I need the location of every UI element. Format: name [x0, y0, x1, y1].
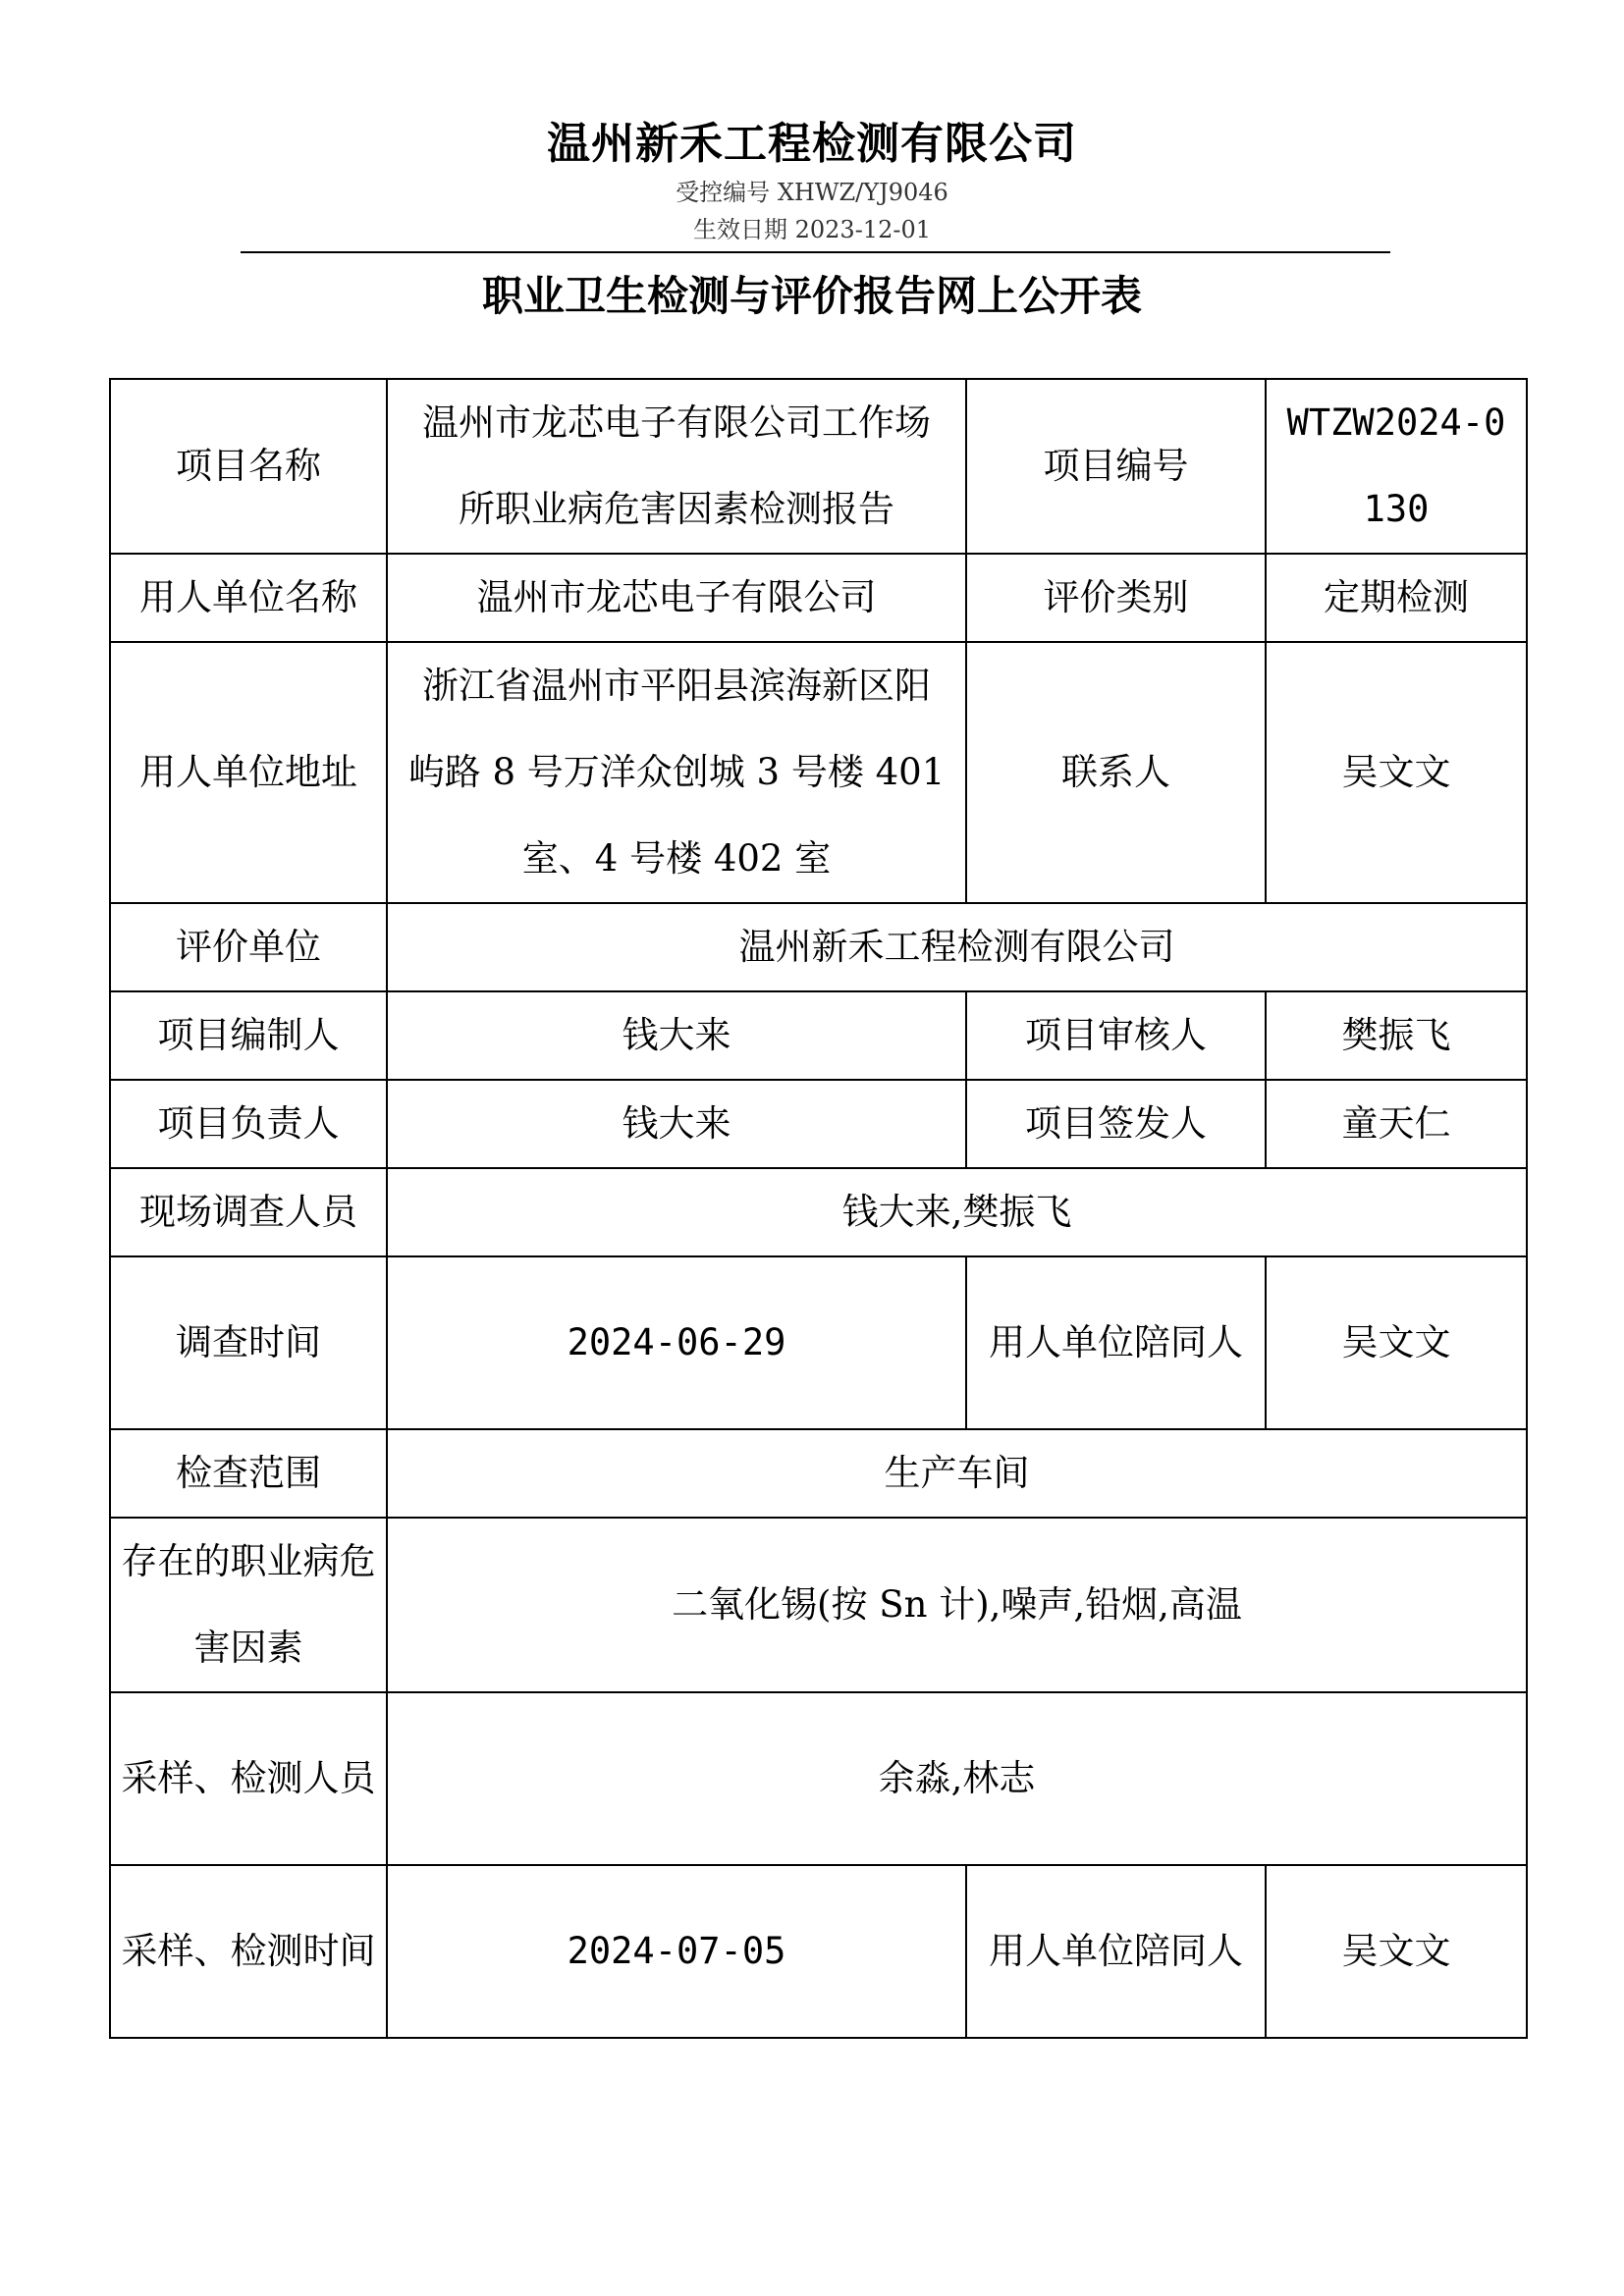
- contact-value: 吴文文: [1266, 642, 1527, 903]
- disclosure-table: [109, 378, 1528, 2039]
- company-title: 温州新禾工程检测有限公司: [547, 119, 1077, 169]
- table-row: [110, 1518, 1527, 1692]
- samplers-value: 余淼,林志: [387, 1692, 1527, 1865]
- compiler-value: 钱大来: [387, 991, 966, 1080]
- survey-companion-value: 吴文文: [1266, 1256, 1527, 1429]
- table-row: [110, 1168, 1527, 1256]
- employer-address-value: 浙江省温州市平阳县滨海新区阳屿路 8 号万洋众创城 3 号楼 401 室、4 号楼 402 室: [387, 642, 966, 903]
- issuer-value: 童天仁: [1266, 1080, 1527, 1168]
- employer-address-label: 用人单位地址: [110, 642, 387, 903]
- table-row: [110, 1865, 1527, 2038]
- samplers-label: 采样、检测人员: [110, 1692, 387, 1865]
- sampling-time-label: 采样、检测时间: [110, 1865, 387, 2038]
- compiler-label: 项目编制人: [110, 991, 387, 1080]
- reviewer-value: 樊振飞: [1266, 991, 1527, 1080]
- eval-unit-value: 温州新禾工程检测有限公司: [387, 903, 1527, 991]
- eval-unit-label: 评价单位: [110, 903, 387, 991]
- hazards-value: 二氧化锡(按 Sn 计),噪声,铅烟,高温: [387, 1518, 1527, 1692]
- table-row: [110, 1429, 1527, 1518]
- employer-name-label: 用人单位名称: [110, 554, 387, 642]
- project-name-label: 项目名称: [110, 379, 387, 554]
- table-row: [110, 1080, 1527, 1168]
- issuer-label: 项目签发人: [966, 1080, 1266, 1168]
- report-title: 职业卫生检测与评价报告网上公开表: [481, 272, 1142, 320]
- surveyors-label: 现场调查人员: [110, 1168, 387, 1256]
- surveyors-value: 钱大来,樊振飞: [387, 1168, 1527, 1256]
- effective-date: 生效日期 2023-12-01: [692, 216, 931, 243]
- project-no-value: WTZW2024-0130: [1266, 379, 1527, 554]
- survey-companion-label: 用人单位陪同人: [966, 1256, 1266, 1429]
- contact-label: 联系人: [966, 642, 1266, 903]
- project-name-value: 温州市龙芯电子有限公司工作场所职业病危害因素检测报告: [387, 379, 966, 554]
- table-row: [110, 991, 1527, 1080]
- header-divider: [241, 251, 1390, 253]
- sampling-companion-label: 用人单位陪同人: [966, 1865, 1266, 2038]
- sampling-time-value: 2024-07-05: [387, 1865, 966, 2038]
- table-row: [110, 1692, 1527, 1865]
- reviewer-label: 项目审核人: [966, 991, 1266, 1080]
- control-number: 受控编号 XHWZ/YJ9046: [676, 179, 948, 206]
- table-row: [110, 379, 1527, 554]
- employer-name-value: 温州市龙芯电子有限公司: [387, 554, 966, 642]
- project-no-label: 项目编号: [966, 379, 1266, 554]
- scope-label: 检查范围: [110, 1429, 387, 1518]
- survey-time-value: 2024-06-29: [387, 1256, 966, 1429]
- table-row: [110, 642, 1527, 903]
- scope-value: 生产车间: [387, 1429, 1527, 1518]
- leader-value: 钱大来: [387, 1080, 966, 1168]
- eval-type-label: 评价类别: [966, 554, 1266, 642]
- table-row: [110, 903, 1527, 991]
- eval-type-value: 定期检测: [1266, 554, 1527, 642]
- survey-time-label: 调查时间: [110, 1256, 387, 1429]
- leader-label: 项目负责人: [110, 1080, 387, 1168]
- table-row: [110, 554, 1527, 642]
- hazards-label: 存在的职业病危害因素: [110, 1518, 387, 1692]
- sampling-companion-value: 吴文文: [1266, 1865, 1527, 2038]
- table-row: [110, 1256, 1527, 1429]
